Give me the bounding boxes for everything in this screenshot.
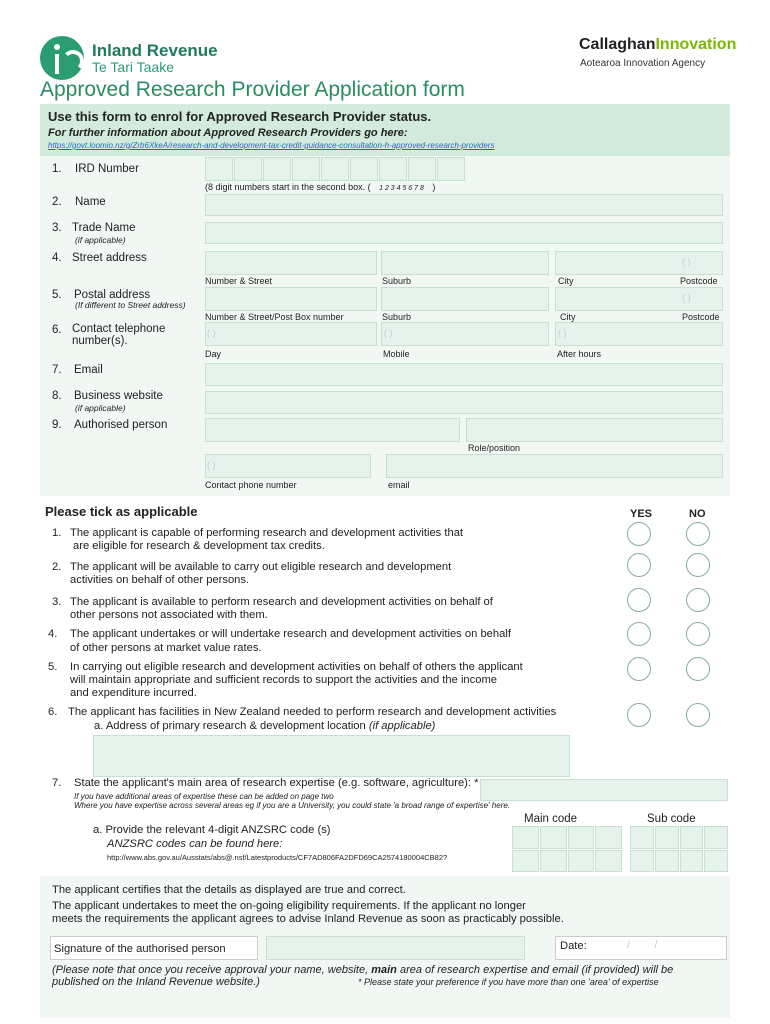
q6-cap-day: Day [205,349,222,359]
callaghan-logo: CallaghanInnovation [579,36,737,53]
tick-2-yes[interactable] [627,553,651,577]
q6-label-b: number(s). [72,335,128,347]
q7-label: Email [74,364,103,376]
anzsrc-label: a. Provide the relevant 4-digit ANZSRC code (s) [93,824,331,836]
tick-5-yes[interactable] [627,657,651,681]
tick-heading: Please tick as applicable [45,504,198,519]
sub-code-label: Sub code [647,813,696,825]
q3-num: 3. [52,222,62,234]
website-input[interactable] [205,391,723,414]
q5-cap-postcode: Postcode [682,312,720,322]
tick-1-yes[interactable] [627,522,651,546]
q5-num: 5. [52,289,62,301]
tick-item-4: 4. [48,628,58,640]
intro-line2: For further information about Approved Research Providers go here: [48,127,408,139]
callaghan-sub: Aotearoa Innovation Agency [580,58,706,69]
q9-cap-email: email [388,480,410,490]
tick-1-no[interactable] [686,522,710,546]
postal-city-input[interactable] [555,287,723,311]
anzsrc-link[interactable]: http://www.abs.gov.au/Ausstats/abs@.nsf/Latestproducts/CF7AD806FA2DFD69CA2574180004CB82? [107,853,448,862]
tick-item-2-text: The applicant will be available to carry out eligible research and development activities on behalf of other persons. [70,561,452,586]
tick-item-3: 3. [52,596,62,608]
q6-cap-after: After hours [557,349,602,359]
phone-after-paren: ( ) [558,328,567,338]
cert-line2: The applicant undertakes to meet the on-going eligibility requirements. If the applicant no longer [52,900,526,912]
q1-hint: (8 digit numbers start in the second box. ( 1 2 3 4 5 6 7 8 ) [205,182,436,192]
note-line2: published on the Inland Revenue website.) [52,976,260,988]
contact-email-input[interactable] [386,454,723,478]
main-code-boxes[interactable] [512,826,622,872]
tick-item-1-text: The applicant is capable of performing research and development activities that are eligible for research & development tax credits. [70,527,464,552]
authorised-role-input[interactable] [466,418,723,442]
q5-cap-suburb: Suburb [382,312,412,322]
tick-4-no[interactable] [686,622,710,646]
q9-cap-phone: Contact phone number [205,480,297,490]
signature-label: Signature of the authorised person [54,943,226,955]
expertise-input[interactable] [480,779,728,801]
phone-day-input[interactable] [205,322,377,346]
tick-item-3-text: The applicant is available to perform research and development activities on behalf of other persons not associated with them. [70,596,493,621]
q6-label-a: Contact telephone [72,323,166,335]
tick-item-5-text: In carrying out eligible research and development activities on behalf of others the applicant will maintain appropriate and sufficient records to support the activities and the income and expenditure incurred. [70,661,523,699]
q1-label: IRD Number [75,163,139,175]
cert-line1: The applicant certifies that the details as displayed are true and correct. [52,884,406,896]
q9-label: Authorised person [74,419,168,431]
intro-line1: Use this form to enrol for Approved Research Provider status. [48,109,432,124]
phone-mobile-input[interactable] [381,322,549,346]
authorised-name-input[interactable] [205,418,460,442]
cert-line3: meets the requirements the applicant agrees to advise Inland Revenue as soon as practicably possible. [52,913,564,925]
tick-2-no[interactable] [686,553,710,577]
street-city-input[interactable] [555,251,723,275]
page-title: Approved Research Provider Application form [40,78,465,101]
sub-code-boxes[interactable] [630,826,728,872]
expertise-sub2: Where you have expertise across several areas eg if you are a University, you could state 'a broad range of expertise' here. [74,801,511,810]
street-suburb-input[interactable] [381,251,549,275]
street-number-input[interactable] [205,251,377,275]
intro-link[interactable]: https://govt.loomio.nz/g/Zrb6XkeA/research-and-development-tax-credit-guidance-consultation-h-approved-research-providers [48,141,495,150]
q9-cap-role: Role/position [468,443,521,453]
q7-num: 7. [52,364,62,376]
ird-maori: Te Tari Taake [92,59,174,75]
trade-name-input[interactable] [205,222,723,244]
phone-day-paren: ( ) [207,328,216,338]
yes-header: YES [630,508,653,520]
q3-label: Trade Name [72,222,136,234]
tick-item-6-text: The applicant has facilities in New Zealand needed to perform research and development activities a. Address of primary research & development location (if applicable) [68,706,557,732]
tick-item-4-text: The applicant undertakes or will undertake research and development activities on behalf of other persons at market value rates. [70,628,511,654]
note-line1: (Please note that once you receive approval your name, website, main area of research expertise and email (if provided) will be [52,964,674,976]
tick-item-1: 1. [52,527,62,539]
tick-5-no[interactable] [686,657,710,681]
q4-cap-suburb: Suburb [382,276,412,286]
tick-item-5: 5. [48,661,58,673]
name-input[interactable] [205,194,723,216]
no-header: NO [689,508,706,520]
tick-3-no[interactable] [686,588,710,612]
q4-num: 4. [52,252,62,264]
phone-after-input[interactable] [555,322,723,346]
tick-6-no[interactable] [686,703,710,727]
q5-sub: (If different to Street address) [75,300,186,310]
q5-cap-street: Number & Street/Post Box number [205,312,344,322]
postal-postcode-paren: ( ) [682,293,691,303]
q9-num: 9. [52,419,62,431]
tick-4-yes[interactable] [627,622,651,646]
ird-logo [40,36,84,80]
street-postcode-paren: ( ) [682,257,691,267]
expertise-label: State the applicant's main area of research expertise (e.g. software, agriculture): * [74,777,479,789]
ird-logo-mark-icon [54,44,60,50]
postal-suburb-input[interactable] [381,287,549,311]
q2-num: 2. [52,196,62,208]
email-input[interactable] [205,363,723,386]
anzsrc-link-label: ANZSRC codes can be found here: [107,838,283,850]
q6-num: 6. [52,324,62,336]
signature-input[interactable] [266,936,525,960]
q4-cap-street: Number & Street [205,276,273,286]
q6-cap-mobile: Mobile [383,349,410,359]
ird-brand: Inland Revenue [92,41,218,60]
expertise-num: 7. [52,777,62,789]
q8-label: Business website [74,390,163,402]
date-label: Date: [560,940,587,952]
tick-3-yes[interactable] [627,588,651,612]
contact-phone-input[interactable] [205,454,371,478]
tick-item-6: 6. [48,706,58,718]
rd-location-input[interactable] [93,735,570,777]
phone-mobile-paren: ( ) [384,328,393,338]
q3-sub: (if applicable) [75,235,126,245]
main-code-label: Main code [524,813,578,825]
tick-6-yes[interactable] [627,703,651,727]
q4-cap-city: City [558,276,574,286]
q8-sub: (if applicable) [75,403,126,413]
note-line3: * Please state your preference if you have more than one 'area' of expertise [358,977,659,987]
contact-phone-paren: ( ) [207,460,216,470]
q1-num: 1. [52,163,62,175]
q2-label: Name [75,196,106,208]
q5-cap-city: City [560,312,576,322]
expertise-sub1: If you have additional areas of expertise these can be added on page two [74,792,334,801]
q4-cap-postcode: Postcode [680,276,718,286]
q4-label: Street address [72,252,147,264]
q8-num: 8. [52,390,62,402]
postal-number-input[interactable] [205,287,377,311]
q5-label: Postal address [74,289,151,301]
date-input[interactable]: / / [627,939,658,951]
ird-number-boxes[interactable] [205,157,465,181]
tick-item-2: 2. [52,561,62,573]
